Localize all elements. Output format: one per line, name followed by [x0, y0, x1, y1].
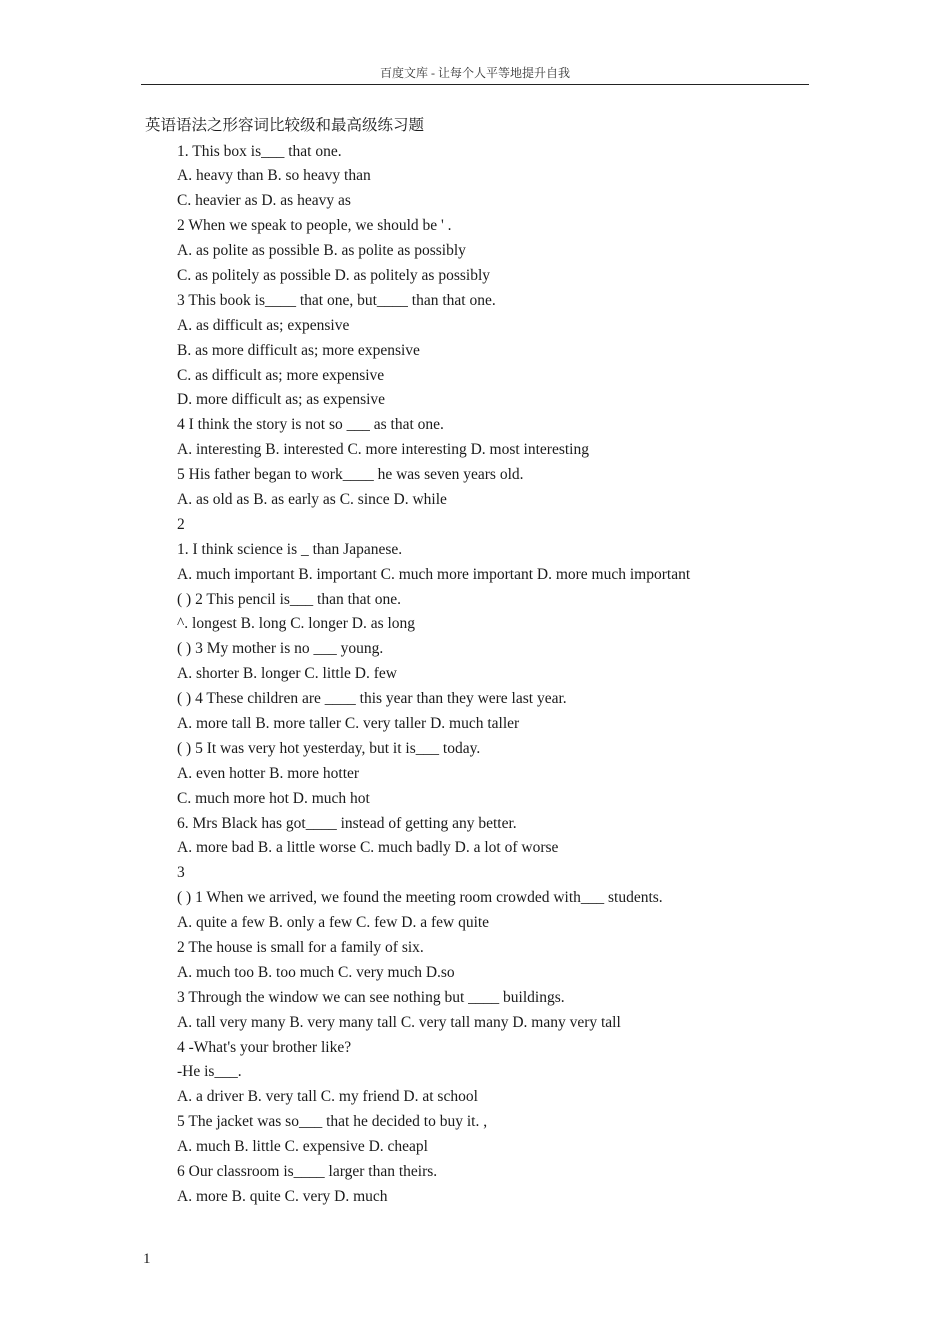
text-line: -He is___.: [177, 1063, 242, 1081]
text-line: 3 Through the window we can see nothing but ____ buildings.: [177, 988, 565, 1006]
text-line: 4 I think the story is not so ___ as that one.: [177, 416, 444, 434]
text-line: 5 The jacket was so___ that he decided to buy it. ,: [177, 1113, 488, 1131]
text-line: ( ) 2 This pencil is___ than that one.: [177, 590, 401, 608]
page-header: 百度文库 - 让每个人平等地提升自我: [141, 62, 809, 85]
text-line: A. much B. little C. expensive D. cheapl: [177, 1138, 428, 1156]
text-line: A. as old as B. as early as C. since D. while: [177, 490, 447, 508]
text-line: A. quite a few B. only a few C. few D. a few quite: [177, 914, 490, 932]
text-line: 3 This book is____ that one, but____ than that one.: [177, 291, 496, 309]
section-number: 2: [177, 515, 185, 533]
document-title: 英语语法之形容词比较级和最高级练习题: [145, 117, 425, 134]
text-line: 5 His father began to work____ he was seven years old.: [177, 466, 524, 484]
text-line: A. a driver B. very tall C. my friend D. at school: [177, 1088, 478, 1106]
text-line: 6 Our classroom is____ larger than theirs.: [177, 1163, 438, 1181]
text-line: A. as polite as possible B. as polite as possibly: [177, 242, 466, 260]
text-line: A. more bad B. a little worse C. much badly D. a lot of worse: [177, 839, 559, 857]
text-line: ( ) 4 These children are ____ this year than they were last year.: [177, 690, 567, 708]
text-line: ( ) 3 My mother is no ___ young.: [177, 640, 384, 658]
text-line: 1. I think science is _ than Japanese.: [177, 540, 403, 558]
text-line: A. heavy than B. so heavy than: [177, 167, 371, 185]
exercise-list: [177, 140, 690, 1210]
text-line: A. much important B. important C. much more important D. more much important: [177, 565, 691, 583]
text-line: A. more tall B. more taller C. very taller D. much taller: [177, 714, 520, 732]
text-line: A. more B. quite C. very D. much: [177, 1187, 388, 1205]
text-line: D. more difficult as; as expensive: [177, 391, 386, 409]
text-line: A. interesting B. interested C. more interesting D. most interesting: [177, 441, 589, 459]
text-line: 4 -What's your brother like?: [177, 1038, 352, 1056]
text-line: C. heavier as D. as heavy as: [177, 192, 351, 210]
text-line: A. much too B. too much C. very much D.so: [177, 963, 455, 981]
section-number: 3: [177, 864, 185, 882]
text-line: C. much more hot D. much hot: [177, 789, 370, 807]
text-line: A. even hotter B. more hotter: [177, 764, 360, 782]
page-number: 1: [143, 1251, 151, 1267]
text-line: 2 When we speak to people, we should be ' .: [177, 217, 452, 235]
text-line: 2 The house is small for a family of six.: [177, 939, 424, 956]
text-line: A. tall very many B. very many tall C. very tall many D. many very tall: [177, 1013, 621, 1031]
text-line: C. as difficult as; more expensive: [177, 366, 385, 384]
text-line: B. as more difficult as; more expensive: [177, 341, 420, 359]
text-line: 1. This box is___ that one.: [177, 142, 342, 160]
text-line: 6. Mrs Black has got____ instead of getting any better.: [177, 814, 517, 832]
text-line: ^. longest B. long C. longer D. as long: [177, 615, 416, 633]
text-line: C. as politely as possible D. as politely as possibly: [177, 266, 490, 284]
text-line: A. as difficult as; expensive: [177, 316, 350, 334]
text-line: A. shorter B. longer C. little D. few: [177, 665, 397, 683]
text-line: ( ) 1 When we arrived, we found the meeting room crowded with___ students.: [177, 889, 663, 907]
text-line: ( ) 5 It was very hot yesterday, but it is___ today.: [177, 739, 481, 757]
